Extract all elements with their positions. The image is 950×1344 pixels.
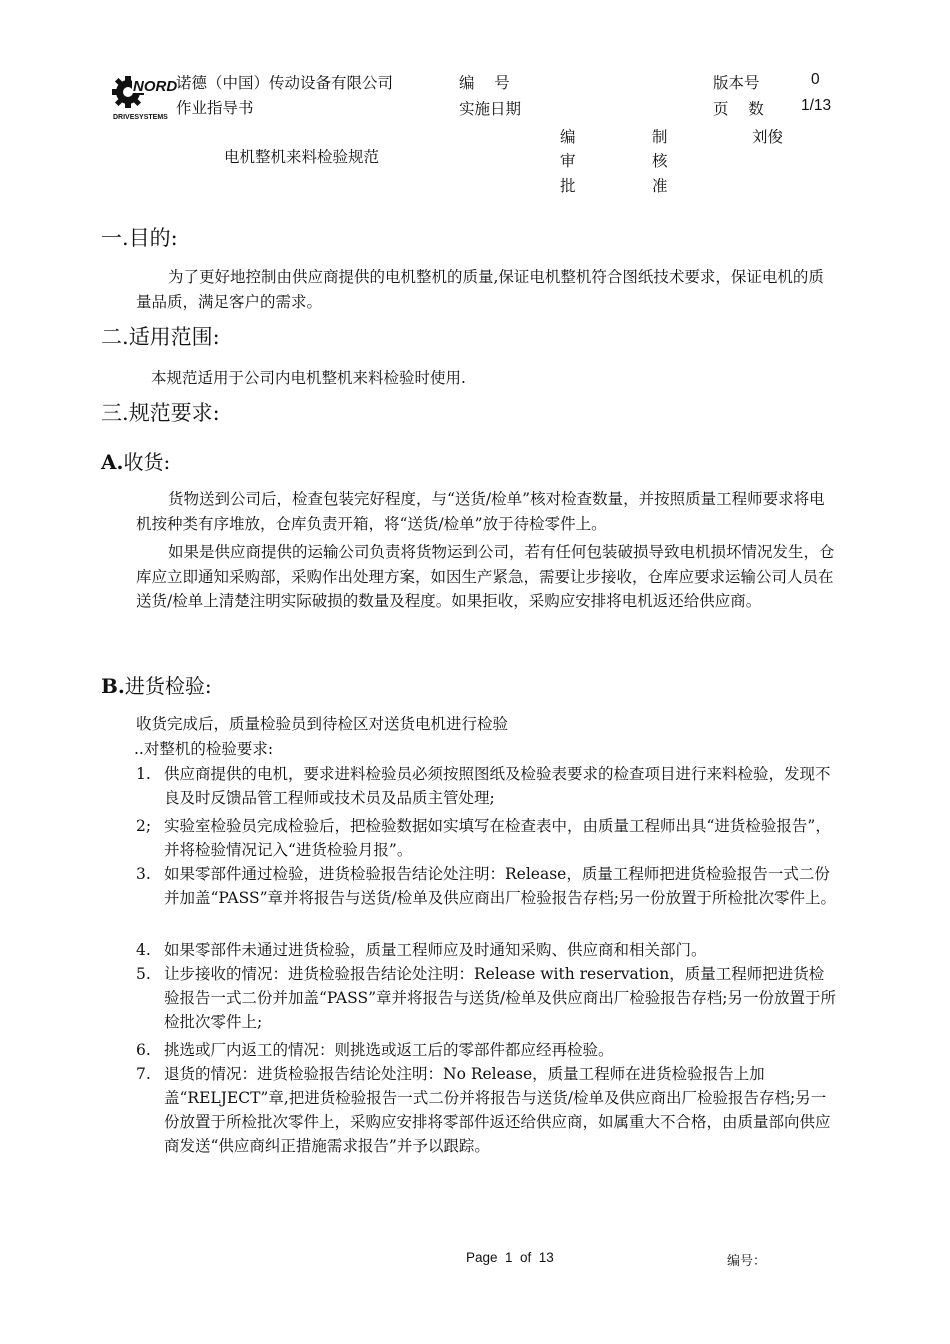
section-requirements-title: 三.规范要求:	[101, 401, 220, 425]
compile-label-1: 编	[560, 128, 576, 146]
compile-label-2: 制	[652, 128, 668, 146]
a-paragraph-2: 如果是供应商提供的运输公司负责将货物运到公司，若有任何包装破损导致电机损坏情况发生，仓库应立即通知采购部，采购作出处理方案，如因生产紧急，需要让步接收，仓库应要求运输公司人员在送货/检单上清楚注明实际破损的数量及程度。如果拒收，采购应安排将电机返还给供应商。	[136, 543, 835, 610]
review-label-2: 核	[652, 152, 668, 170]
page-count-label: 页 数	[713, 100, 764, 118]
page-count-value: 1/13	[801, 97, 832, 114]
subsection-a-title: A.收货:	[101, 450, 171, 474]
approve-label-2: 准	[652, 177, 668, 195]
purpose-text: 为了更好地控制由供应商提供的电机整机的质量,保证电机整机符合图纸技术要求，保证电机的质量品质，满足客户的需求。	[136, 268, 824, 311]
b-intro-line-2: ..对整机的检验要求:	[134, 740, 274, 758]
subsection-b-title: B.进货检验:	[101, 674, 212, 698]
doc-title: 电机整机来料检验规范	[224, 148, 380, 166]
list-item: 1. 供应商提供的电机，要求进料检验员必须按照图纸及检验表要求的检查项目进行来料检验，发现不良及时反馈品管工程师或技术员及品质主管处理;	[136, 765, 831, 807]
list-item: 6. 挑选或厂内返工的情况：则挑选或返工后的零部件都应经再检验。	[136, 1041, 614, 1059]
version-label: 版本号	[713, 74, 760, 92]
logo-text: NORD	[133, 78, 178, 95]
review-label-1: 审	[560, 152, 576, 170]
approve-label-1: 批	[560, 177, 576, 195]
section-scope-title: 二.适用范围:	[101, 325, 220, 349]
nord-logo	[112, 72, 178, 122]
version-value: 0	[811, 71, 820, 88]
company-name: 诺德（中国）传动设备有限公司	[176, 74, 394, 92]
list-item: 4. 如果零部件未通过进货检验，质量工程师应及时通知采购、供应商和相关部门。	[136, 941, 707, 959]
scope-text: 本规范适用于公司内电机整机来料检验时使用.	[151, 369, 466, 387]
compiler-name: 刘俊	[752, 128, 784, 146]
date-label: 实施日期	[459, 100, 522, 118]
a-paragraph-1: 货物送到公司后，检查包装完好程度，与“送货/检单”核对检查数量，并按照质量工程师要求将电机按种类有序堆放，仓库负责开箱，将“送货/检单”放于待检零件上。	[136, 490, 825, 533]
list-item: 5. 让步接收的情况：进货检验报告结论处注明：Release with reservation，质量工程师把进货检验报告一式二份并加盖“PASS”章并将报告与送货/检单及供应商出厂检验报告存档;另一份放置于所检批次零件上;	[136, 965, 836, 1031]
footer-number-label: 编号：	[727, 1254, 767, 1269]
logo-subtext: DRIVESYSTEMS	[113, 114, 168, 121]
list-item: 2; 实验室检验员完成检验后，把检验数据如实填写在检查表中，由质量工程师出具“进货检验报告”，并将检验情况记入“进货检验月报”。	[136, 817, 831, 859]
section-purpose-title: 一.目的:	[101, 226, 178, 250]
list-item: 7. 退货的情况：进货检验报告结论处注明：No Release，质量工程师在进货检验报告上加盖“RELJECT”章,把进货检验报告一式二份并将报告与送货/检单及供应商出厂检验报告存档;另一份放置于所检批次零件上，采购应安排将零部件返还给供应商，如属重大不合格，由质量部向供应商发送“供应商纠正措施需求报告”并予以跟踪。	[136, 1065, 831, 1155]
number-label: 编 号	[459, 74, 510, 92]
list-item: 3. 如果零部件通过检验，进货检验报告结论处注明：Release，质量工程师把进货检验报告一式二份并加盖“PASS”章并将报告与送货/检单及供应商出厂检验报告存档;另一份放置于所检批次零件上。	[136, 865, 836, 907]
doc-type: 作业指导书	[176, 99, 254, 117]
b-intro-line-1: 收货完成后，质量检验员到待检区对送货电机进行检验	[136, 715, 509, 733]
page-footer: Page 1 of 13	[466, 1250, 554, 1265]
